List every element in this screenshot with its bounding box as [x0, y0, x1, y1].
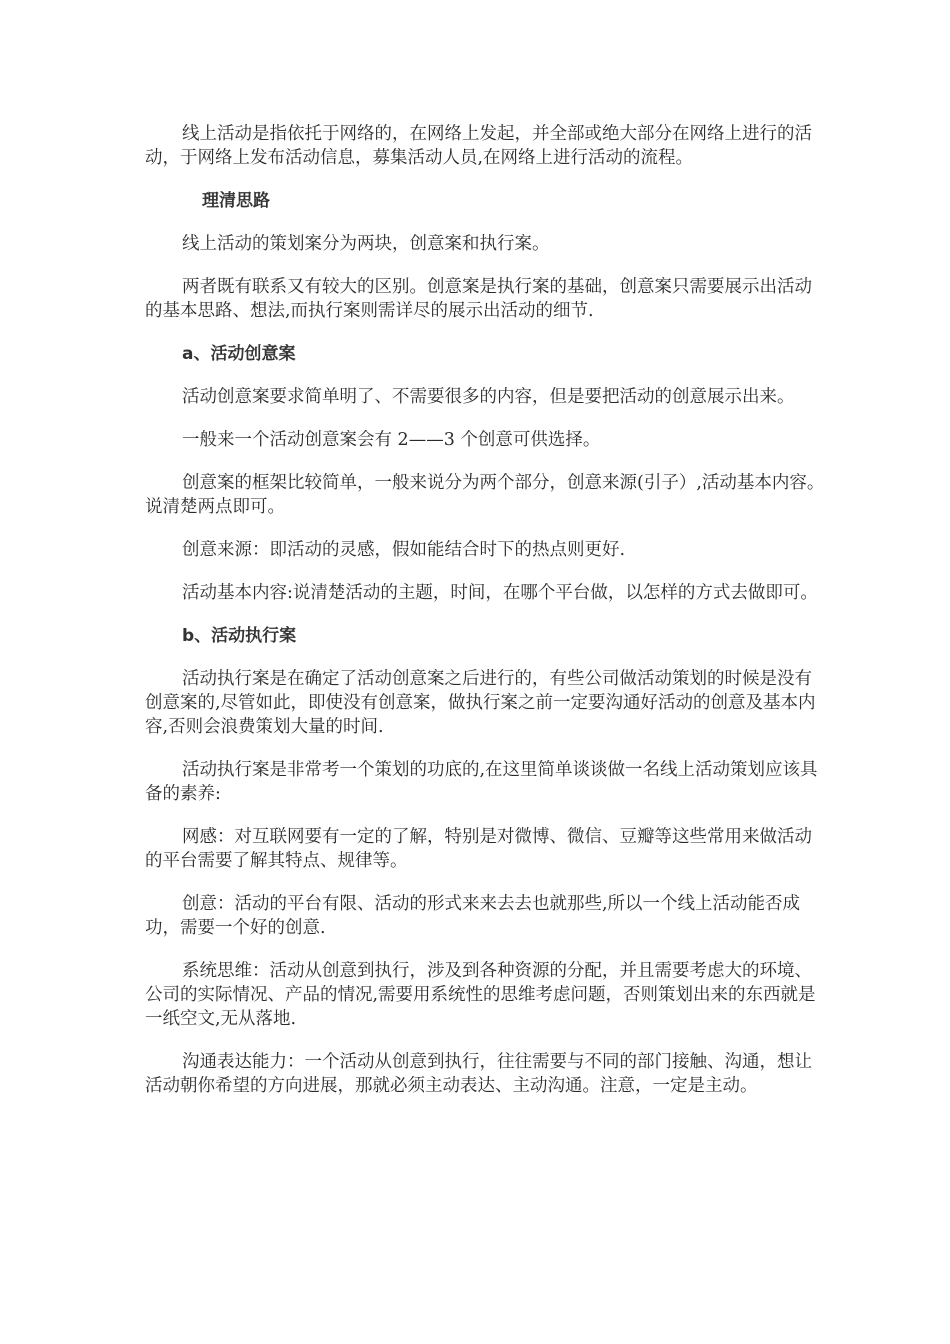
section-heading-creative-plan: a、活动创意案: [182, 344, 296, 364]
paragraph-skill-communication: 沟通表达能力：一个活动从创意到执行，往往需要与不同的部门接触、沟通，想让活动朝你希望的方向进展，那就必须主动表达、主动沟通。注意，一定是主动。: [145, 1052, 812, 1096]
paragraph-skill-system-thinking: 系统思维：活动从创意到执行，涉及到各种资源的分配，并且需要考虑大的环境、公司的实际情况、产品的情况,需要用系统性的思维考虑问题，否则策划出来的东西就是一纸空文,无从落地.: [145, 961, 816, 1029]
paragraph-skill-creativity: 创意：活动的平台有限、活动的形式来来去去也就那些,所以一个线上活动能否成功，需要一个好的创意.: [145, 894, 801, 938]
intro-paragraph: 线上活动是指依托于网络的，在网络上发起，并全部或绝大部分在网络上进行的活动，于网络上发布活动信息，募集活动人员,在网络上进行活动的流程。: [145, 124, 812, 168]
paragraph-plan-difference: 两者既有联系又有较大的区别。创意案是执行案的基础，创意案只需要展示出活动的基本思路、想法,而执行案则需详尽的展示出活动的细节.: [145, 277, 812, 321]
paragraph-creative-count: 一般来一个活动创意案会有 2——3 个创意可供选择。: [182, 430, 601, 450]
section-heading-clarify: 理清思路: [202, 191, 270, 211]
paragraph-creative-framework: 创意案的框架比较简单，一般来说分为两个部分，创意来源(引子）,活动基本内容。说清楚两点即可。: [145, 473, 825, 517]
paragraph-execution-intro: 活动执行案是在确定了活动创意案之后进行的，有些公司做活动策划的时候是没有创意案的,尽管如此，即使没有创意案，做执行案之前一定要沟通好活动的创意及基本内容,否则会浪费策划大量的时间.: [145, 669, 816, 737]
section-heading-execution-plan: b、活动执行案: [182, 626, 297, 646]
document-body: [145, 122, 825, 1117]
paragraph-execution-skills: 活动执行案是非常考一个策划的功底的,在这里简单谈谈做一名线上活动策划应该具备的素养:: [145, 760, 818, 804]
paragraph-skill-web-sense: 网感：对互联网要有一定的了解，特别是对微博、微信、豆瓣等这些常用来做活动的平台需要了解其特点、规律等。: [145, 827, 812, 871]
paragraph-plan-types: 线上活动的策划案分为两块，创意案和执行案。: [182, 234, 550, 254]
paragraph-creative-requirements: 活动创意案要求简单明了、不需要很多的内容，但是要把活动的创意展示出来。: [182, 387, 795, 407]
paragraph-creative-source: 创意来源：即活动的灵感，假如能结合时下的热点则更好.: [182, 540, 626, 560]
paragraph-basic-content: 活动基本内容:说清楚活动的主题，时间，在哪个平台做，以怎样的方式去做即可。: [182, 583, 818, 603]
